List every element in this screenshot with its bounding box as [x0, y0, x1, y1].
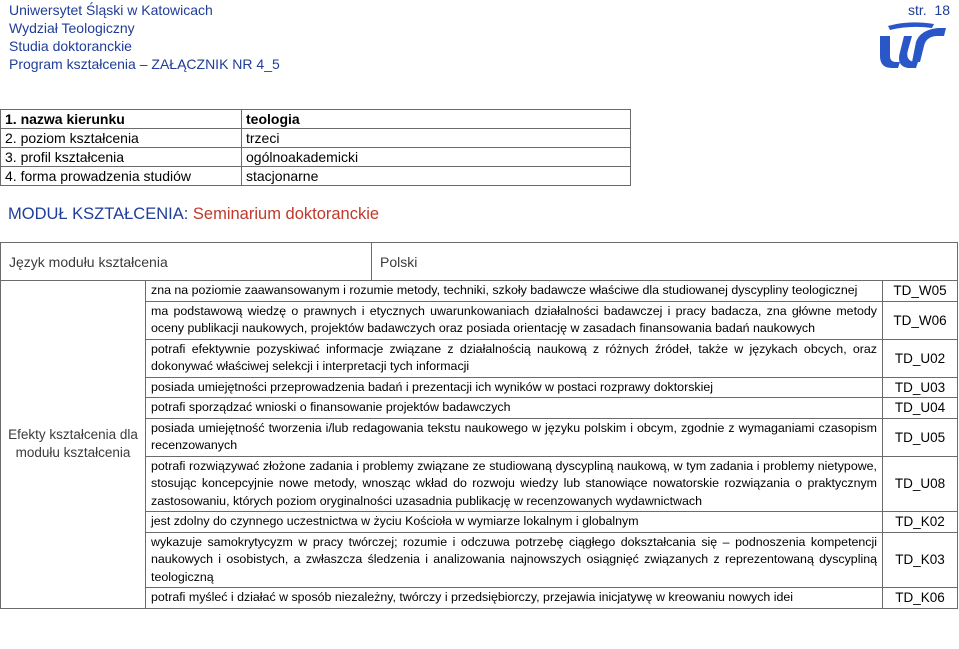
info-row	[1, 110, 631, 129]
outcome-description: potrafi myśleć i działać w sposób niezależny, twórczy i przedsiębiorczy, przejawia inicjatywę w kreowaniu nowych idei	[146, 588, 883, 609]
outcome-row	[1, 281, 958, 302]
info-value: ogólnoakademicki	[242, 148, 631, 167]
info-label: 2. poziom kształcenia	[1, 129, 242, 148]
language-value: Polski	[372, 243, 958, 281]
outcome-code: TD_W06	[883, 301, 958, 339]
outcome-code: TD_U03	[883, 377, 958, 398]
outcome-code: TD_K03	[883, 532, 958, 588]
outcome-description: posiada umiejętność tworzenia i/lub redagowania tekstu naukowego w języku polskim i obcym, zgodnie z wymaganiami czasopism recenzowanych	[146, 418, 883, 456]
header-university: Uniwersytet Śląski w Katowicach	[9, 2, 213, 18]
outcome-code: TD_K06	[883, 588, 958, 609]
outcome-description: ma podstawową wiedzę o prawnych i etycznych uwarunkowaniach działalności badawczej i pracy badacza, zna główne metody oceny publikacji naukowych, projektów badawczych oraz posiada orientację w zasadach finansowania badań naukowych	[146, 301, 883, 339]
info-value: stacjonarne	[242, 167, 631, 186]
module-title	[8, 205, 379, 224]
outcome-description: potrafi rozwiązywać złożone zadania i problemy związane ze studiowaną dyscypliną naukową, w tym zadania i problemy nietypowe, stosując koncepcyjnie nowe metody, wnosząc wkład do rozwoju wiedzy lub stanowiące nowatorskie rozwiązania o praktycznym zastosowaniu, których poziom oryginalności uzasadnia publikację w recenzowanych wydawnictwach	[146, 456, 883, 512]
outcome-description: potrafi efektywnie pozyskiwać informacje związane z działalnością naukową z różnych źródeł, także w językach obcych, oraz dokonywać właściwej selekcji i interpretacji tych informacji	[146, 339, 883, 377]
page-number	[908, 1, 950, 19]
header-program: Program kształcenia – ZAŁĄCZNIK NR 4_5	[9, 56, 280, 72]
outcome-code: TD_W05	[883, 281, 958, 302]
info-label: 1. nazwa kierunku	[1, 110, 242, 129]
module-title-prefix: MODUŁ KSZTAŁCENIA:	[8, 205, 193, 223]
outcome-code: TD_U04	[883, 398, 958, 419]
program-info-table	[0, 109, 631, 186]
page-number-value: 18	[934, 2, 950, 18]
outcome-description: jest zdolny do czynnego uczestnictwa w życiu Kościoła w wymiarze lokalnym i globalnym	[146, 512, 883, 533]
outcome-code: TD_U08	[883, 456, 958, 512]
info-row	[1, 148, 631, 167]
outcome-code: TD_U05	[883, 418, 958, 456]
info-row	[1, 129, 631, 148]
outcome-description: zna na poziomie zaawansowanym i rozumie metody, techniki, szkoły badawcze właściwe dla studiowanej dyscypliny teologicznej	[146, 281, 883, 302]
learning-outcomes-table	[0, 280, 958, 609]
language-row	[1, 243, 958, 281]
header-studies: Studia doktoranckie	[9, 38, 132, 54]
language-label: Język modułu kształcenia	[1, 243, 372, 281]
outcome-code: TD_U02	[883, 339, 958, 377]
info-label: 4. forma prowadzenia studiów	[1, 167, 242, 186]
outcome-description: wykazuje samokrytycyzm w pracy twórczej; rozumie i odczuwa potrzebę ciągłego dokształcania się – podnoszenia kompetencji naukowych i osobistych, a zwłaszcza śledzenia i analizowania najnowszych osiągnięć związanych z reprezentowaną dyscypliną teologiczną	[146, 532, 883, 588]
outcomes-label: Efekty kształcenia dla modułu kształcenia	[1, 281, 146, 609]
language-table	[0, 242, 958, 281]
info-value: teologia	[242, 110, 631, 129]
page-label: str.	[907, 2, 927, 18]
info-row	[1, 167, 631, 186]
outcome-description: posiada umiejętności przeprowadzenia badań i prezentacji ich wyników w postaci rozprawy doktorskiej	[146, 377, 883, 398]
info-label: 3. profil kształcenia	[1, 148, 242, 167]
info-value: trzeci	[242, 129, 631, 148]
header-faculty: Wydział Teologiczny	[9, 20, 135, 36]
outcome-code: TD_K02	[883, 512, 958, 533]
module-name: Seminarium doktoranckie	[192, 205, 380, 223]
outcome-description: potrafi sporządzać wnioski o finansowanie projektów badawczych	[146, 398, 883, 419]
document-header	[9, 1, 280, 73]
university-logo-icon	[878, 22, 948, 70]
